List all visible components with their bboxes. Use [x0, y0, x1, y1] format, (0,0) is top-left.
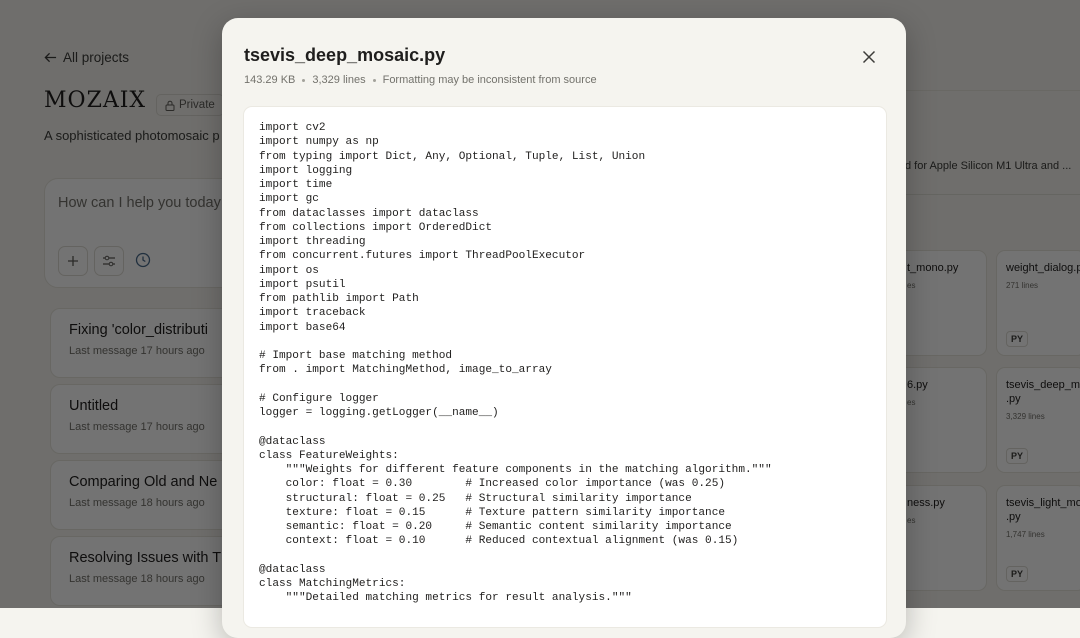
code-line: class FeatureWeights:	[259, 449, 399, 462]
file-line-count: 3,329 lines	[312, 74, 366, 86]
code-line	[259, 549, 772, 563]
code-line: import gc	[259, 193, 319, 206]
code-line: color: float = 0.30 # Increased color importance (was 0.25)	[259, 478, 726, 491]
code-line: # Import base matching method	[259, 350, 453, 362]
code-line: from typing import Dict, Any, Optional, Tuple, List, Union	[259, 150, 646, 163]
code-line: """Weights for different feature components in the matching algorithm."""	[259, 464, 772, 476]
close-button[interactable]	[857, 45, 881, 69]
separator-dot	[373, 79, 376, 82]
code-line: texture: float = 0.15 # Texture pattern similarity importance	[259, 506, 726, 519]
file-preview-modal	[222, 18, 906, 638]
code-line: import psutil	[259, 278, 346, 291]
code-line: import os	[259, 264, 319, 277]
code-line: structural: float = 0.25 # Structural similarity importance	[259, 492, 692, 505]
code-line: @dataclass	[259, 435, 326, 448]
code-line: from pathlib import Path	[259, 293, 419, 305]
code-line: import numpy as np	[259, 136, 379, 149]
code-line: import traceback	[259, 307, 366, 320]
file-size: 143.29 KB	[244, 74, 296, 86]
code-line: """Detailed matching metrics for result analysis."""	[259, 592, 632, 605]
code-line: from concurrent.futures import ThreadPoolExecutor	[259, 250, 586, 263]
code-line: semantic: float = 0.20 # Semantic content similarity importance	[259, 521, 732, 533]
file-meta	[244, 74, 597, 86]
code-line: class MatchingMetrics:	[259, 578, 406, 590]
code-viewer[interactable]	[243, 106, 887, 628]
code-line: import logging	[259, 164, 353, 177]
code-line: import time	[259, 179, 333, 191]
close-icon	[862, 50, 876, 64]
code-line: @dataclass	[259, 563, 326, 576]
code-line	[259, 378, 772, 392]
code-content	[259, 121, 772, 606]
code-line: # Configure logger	[259, 392, 379, 405]
file-title: tsevis_deep_mosaic.py	[244, 45, 446, 65]
code-line: context: float = 0.10 # Reduced contextual alignment (was 0.15)	[259, 535, 739, 548]
formatting-note: Formatting may be inconsistent from source	[382, 74, 597, 86]
code-line: logger = logging.getLogger(__name__)	[259, 407, 499, 419]
separator-dot	[302, 79, 305, 82]
code-line: import threading	[259, 236, 366, 248]
code-line: import cv2	[259, 122, 326, 134]
code-line	[259, 420, 772, 434]
code-line: from . import MatchingMethod, image_to_array	[259, 364, 552, 377]
code-line: from dataclasses import dataclass	[259, 207, 479, 220]
code-line: from collections import OrderedDict	[259, 221, 493, 234]
code-line: import base64	[259, 321, 346, 334]
code-line	[259, 335, 772, 349]
